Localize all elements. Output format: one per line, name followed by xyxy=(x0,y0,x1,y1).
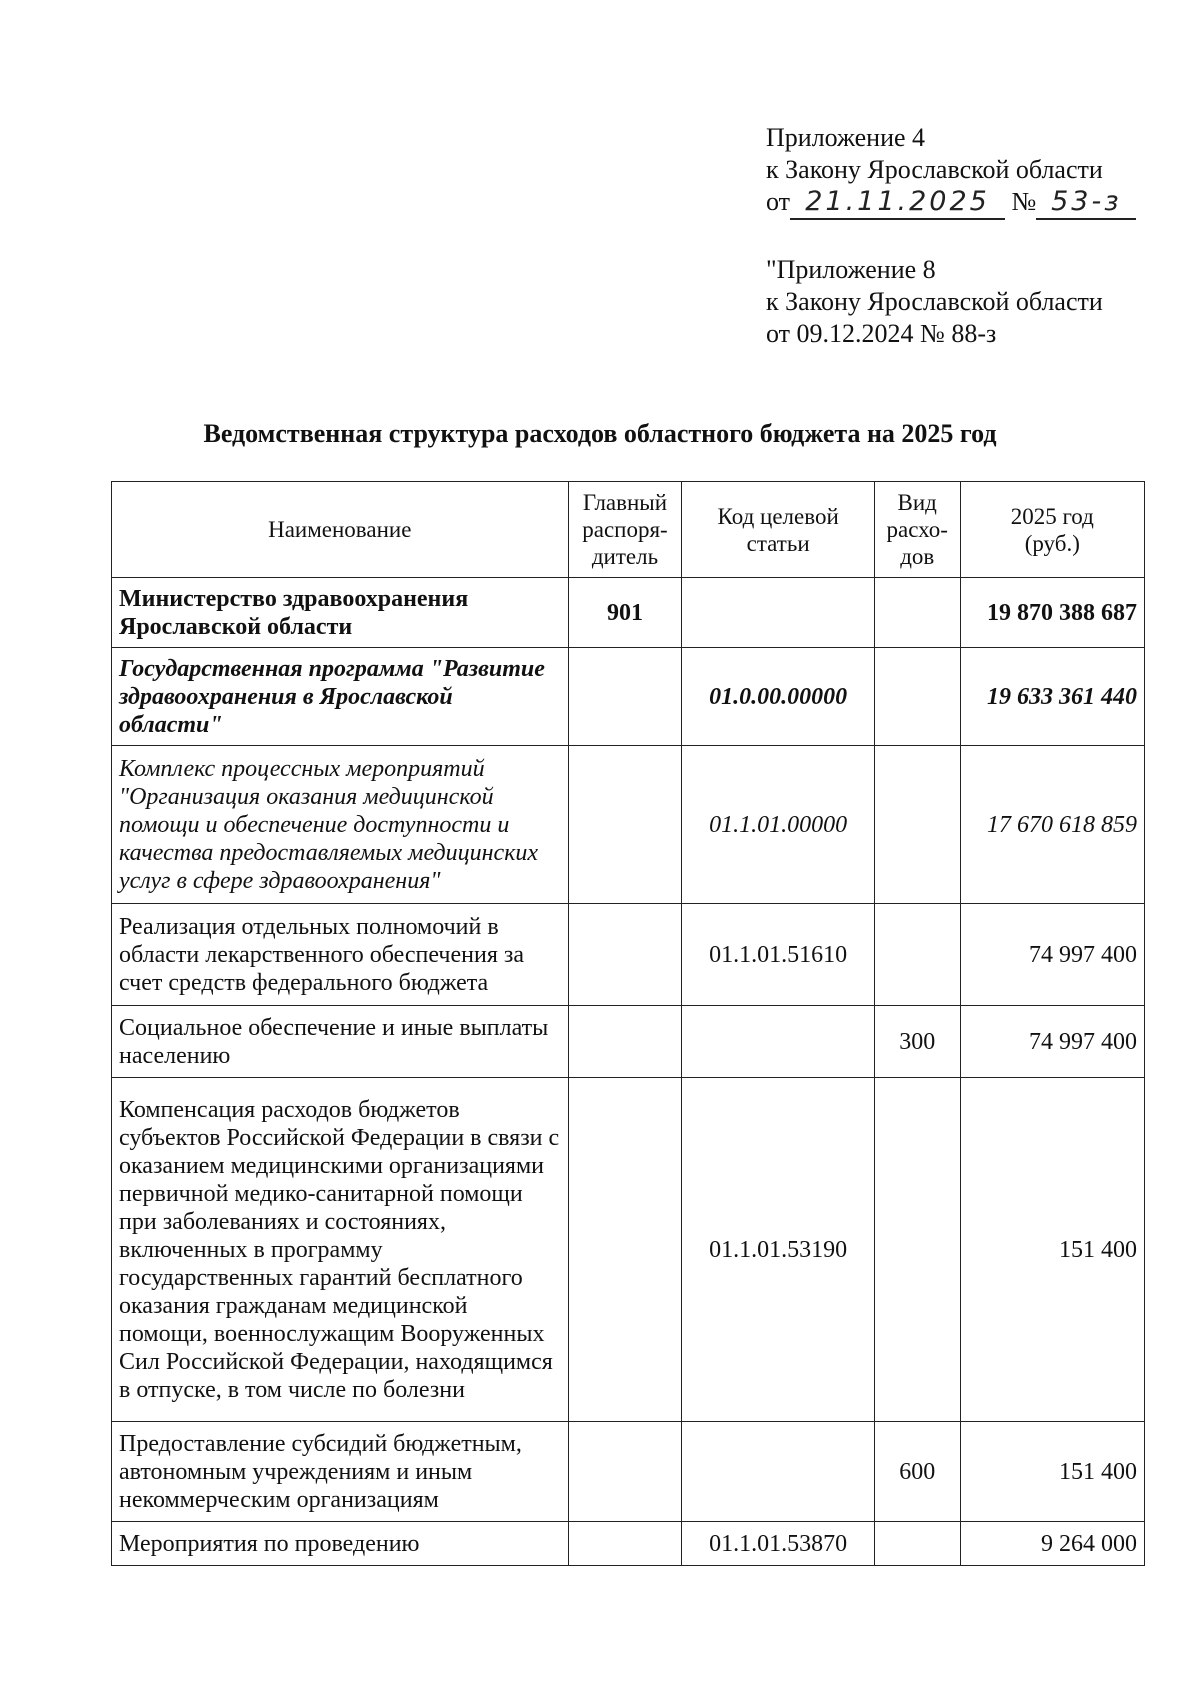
law-reference: к Закону Ярославской области xyxy=(766,155,1103,184)
table-row xyxy=(112,1422,1145,1522)
header-manager-line2: распоря- xyxy=(582,517,668,542)
row-code: 01.0.00.00000 xyxy=(682,648,874,746)
row-expense-type xyxy=(874,578,960,648)
row-amount: 151 400 xyxy=(960,1422,1144,1522)
handwritten-date: 21.11.2025 xyxy=(790,186,1005,220)
row-manager xyxy=(568,1078,682,1422)
header-target-code xyxy=(682,482,874,578)
row-name: Комплекс процессных мероприятий "Организация оказания медицинской помощи и обеспечение доступности и качества предоставляемых медицинских услуг в сфере здравоохранения" xyxy=(112,746,569,904)
header-vid-line2: расхо- xyxy=(886,517,948,542)
handwritten-number: 53-з xyxy=(1036,186,1136,220)
appendix-header xyxy=(766,122,1136,350)
row-amount: 19 870 388 687 xyxy=(960,578,1144,648)
row-name: Мероприятия по проведению xyxy=(112,1522,569,1566)
row-expense-type: 600 xyxy=(874,1422,960,1522)
table-row xyxy=(112,904,1145,1006)
row-code xyxy=(682,1006,874,1078)
row-manager xyxy=(568,1522,682,1566)
row-amount: 17 670 618 859 xyxy=(960,746,1144,904)
header-vid-line3: дов xyxy=(900,544,935,569)
row-amount: 19 633 361 440 xyxy=(960,648,1144,746)
header-code-line1: Код целевой xyxy=(717,503,839,529)
row-name: Социальное обеспечение и иные выплаты населению xyxy=(112,1006,569,1078)
number-sign: № xyxy=(1011,187,1037,216)
header-vid-line1: Вид xyxy=(897,490,937,515)
row-amount: 9 264 000 xyxy=(960,1522,1144,1566)
original-appendix-header xyxy=(766,254,1136,350)
law-date-line xyxy=(766,186,1136,220)
row-manager xyxy=(568,746,682,904)
row-code: 01.1.01.53190 xyxy=(682,1078,874,1422)
table-header-row xyxy=(112,482,1145,578)
row-code: 01.1.01.51610 xyxy=(682,904,874,1006)
original-law-reference: к Закону Ярославской области xyxy=(766,287,1103,316)
row-manager: 901 xyxy=(568,578,682,648)
document-title: Ведомственная структура расходов областного бюджета на 2025 год xyxy=(203,419,997,448)
row-code: 01.1.01.00000 xyxy=(682,746,874,904)
table-row xyxy=(112,1522,1145,1566)
header-amount xyxy=(960,482,1144,578)
row-expense-type xyxy=(874,1078,960,1422)
row-expense-type xyxy=(874,648,960,746)
header-sum-line2: (руб.) xyxy=(1024,530,1080,556)
table-row xyxy=(112,648,1145,746)
row-name: Компенсация расходов бюджетов субъектов Российской Федерации в связи с оказанием медицинскими организациями первичной медико-санитарной помощи при заболеваниях и состояниях, включенных в программу государственных гарантий бесплатного оказания гражданам медицинской помощи, военнослужащим Вооруженных Сил Российской Федерации, находящимся в отпуске, в том числе по болезни xyxy=(112,1078,569,1422)
header-expense-type xyxy=(874,482,960,578)
table-row xyxy=(112,746,1145,904)
header-manager-line3: дитель xyxy=(591,544,659,569)
row-name: Реализация отдельных полномочий в области лекарственного обеспечения за счет средств федерального бюджета xyxy=(112,904,569,1006)
row-code xyxy=(682,1422,874,1522)
table-row xyxy=(112,1006,1145,1078)
row-manager xyxy=(568,1006,682,1078)
header-code-line2: статьи xyxy=(746,530,810,556)
original-appendix-title: "Приложение 8 xyxy=(766,255,936,284)
header-sum-line1: 2025 год xyxy=(1010,503,1094,529)
row-expense-type xyxy=(874,904,960,1006)
row-name: Предоставление субсидий бюджетным, автономным учреждениям и иным некоммерческим организациям xyxy=(112,1422,569,1522)
header-name: Наименование xyxy=(112,482,569,578)
row-manager xyxy=(568,648,682,746)
row-amount: 74 997 400 xyxy=(960,1006,1144,1078)
row-manager xyxy=(568,1422,682,1522)
date-prefix: от xyxy=(766,187,791,216)
table-row xyxy=(112,578,1145,648)
original-law-date: от 09.12.2024 № 88-з xyxy=(766,319,997,348)
appendix-title: Приложение 4 xyxy=(766,123,926,152)
header-manager-line1: Главный xyxy=(582,490,668,515)
row-expense-type xyxy=(874,1522,960,1566)
budget-table xyxy=(111,481,1145,1566)
row-expense-type: 300 xyxy=(874,1006,960,1078)
row-code: 01.1.01.53870 xyxy=(682,1522,874,1566)
table-row xyxy=(112,1078,1145,1422)
row-expense-type xyxy=(874,746,960,904)
row-manager xyxy=(568,904,682,1006)
row-amount: 151 400 xyxy=(960,1078,1144,1422)
row-name: Государственная программа "Развитие здравоохранения в Ярославской области" xyxy=(112,648,569,746)
row-amount: 74 997 400 xyxy=(960,904,1144,1006)
row-name: Министерство здравоохранения Ярославской области xyxy=(112,578,569,648)
row-code xyxy=(682,578,874,648)
header-manager xyxy=(568,482,682,578)
